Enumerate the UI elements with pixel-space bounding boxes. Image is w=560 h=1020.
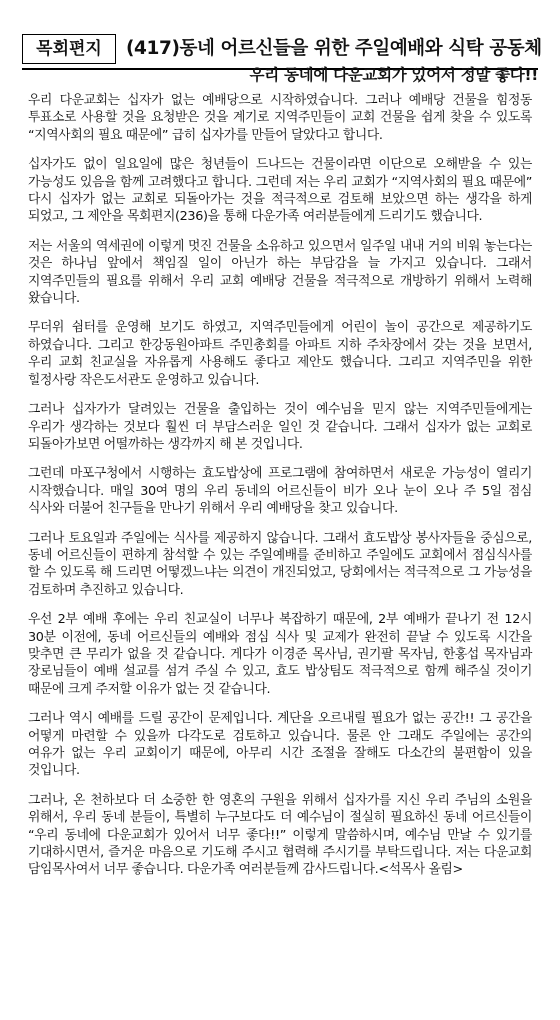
paragraph: 그런데 마포구청에서 시행하는 효도밥상에 프로그램에 참여하면서 새로운 가능성이 열리기 시작했습니다. 매일 30여 명의 우리 동네의 어르신들이 비가 오나 눈이 오나 주 5일 점심 식사와 더불어 친구들을 만나기 위해서 우리 예배당을 찾고 있습니다. xyxy=(28,466,532,517)
letter-title: (417)동네 어르신들을 위한 주일예배와 식탁 공동체 xyxy=(126,38,542,59)
letter-body xyxy=(28,92,532,891)
paragraph: 그러나 토요일과 주일에는 식사를 제공하지 않습니다. 그래서 효도밥상 봉사자들을 중심으로, 동네 어르신들이 편하게 참석할 수 있는 주일예배를 준비하고 주일에도 교회에서 점심식사를 할 수 있도록 해 드리면 어떻겠느냐는 의견이 개진되었고, 당회에서는 적극적으로 그 가능성을 검토하며 추진하고 있습니다. xyxy=(28,530,532,598)
paragraph: 우선 2부 예배 후에는 우리 친교실이 너무나 복잡하기 때문에, 2부 예배가 끝나기 전 12시 30분 이전에, 동네 어르신들의 예배와 점심 식사 및 교제가 완전히 끝날 수 있도록 시간을 맞추면 큰 무리가 없을 것 같습니다. 게다가 이경준 목사님, 권기팔 목자님, 한홍섭 목자님과 장로님들이 예배 설교를 섬겨 주실 수 있고, 효도 밥상팀도 적극적으로 함께 해주실 것이기 때문에 크게 주저할 이유가 없는 것 같습니다. xyxy=(28,612,532,697)
paragraph: 저는 서울의 역세권에 이렇게 멋진 건물을 소유하고 있으면서 일주일 내내 거의 비워 놓는다는 것은 하나님 앞에서 책임질 일이 아닌가 하는 부담감을 늘 가지고 있습니다. 그래서 지역주민들의 필요를 위해서 우리 교회 예배당 건물을 적극적으로 개방하기 위해서 노력해 왔습니다. xyxy=(28,238,532,307)
paragraph: 그러나 역시 예배를 드릴 공간이 문제입니다. 계단을 오르내릴 필요가 없는 공간!! 그 공간을 어떻게 마련할 수 있을까 다각도로 검토하고 있습니다. 물론 안 그래도 주일에는 공간의 여유가 없는 우리 교회이기 때문에, 아무리 시간 조절을 잘해도 다소간의 불편함이 있을 것입니다. xyxy=(28,711,532,779)
paragraph: 십자가도 없이 일요일에 많은 청년들이 드나드는 건물이라면 이단으로 오해받을 수 있는 가능성도 있음을 함께 고려했다고 합니다. 그런데 저는 우리 교회가 “지역사회의 필요 때문에” 다시 십자가 없는 교회로 되돌아가는 것을 적극적으로 검토해 보았으면 하는 생각을 하게 되었고, 그 제안을 목회편지(236)을 통해 다운가족 여러분들에게 드리기도 했습니다. xyxy=(28,157,532,225)
paragraph: 그러나, 온 천하보다 더 소중한 한 영혼의 구원을 위해서 십자가를 지신 우리 주님의 소원을 위해서, 우리 동네 분들이, 특별히 누구보다도 더 예수님이 절실히 필요하신 동네 어르신들이 “우리 동네에 다운교회가 있어서 너무 좋다!!” 이렇게 말씀하시며, 예수님 만날 수 있기를 기대하시면서, 즐거운 마음으로 기도해 주시고 협력해 주시기를 부탁드립니다. 저는 다운교회 담임목사여서 너무 좋습니다. 다운가족 여러분들께 감사드립니다.<석목사 올림> xyxy=(28,792,532,878)
paragraph: 우리 다운교회는 십자가 없는 예배당으로 시작하였습니다. 그러나 예배당 건물을 힘정동 투표소로 사용할 것을 요청받은 것을 계기로 지역주민들이 교회 건물을 쉽게 찾을 수 있도록 “지역사회의 필요 때문에” 급히 십자가를 만들어 달았다고 합니다. xyxy=(28,93,532,143)
paragraph: 무더위 쉼터를 운영해 보기도 하였고, 지역주민들에게 어린이 놀이 공간으로 제공하기도 하였습니다. 그리고 한강동원아파트 주민총회를 아파트 지하 주차장에서 갖는 것을 보면서, 우리 교회 친교실을 자유롭게 사용해도 좋다고 제안도 했습니다. 그리고 지역주민을 위한 힐정사랑 작은도서관도 운영하고 있습니다. xyxy=(28,320,532,388)
letter-subtitle: 우리 동네에 다운교회가 있어서 정말 좋다!! xyxy=(249,66,538,84)
column-label: 목회편지 xyxy=(22,34,116,64)
paragraph: 그러나 십자가가 달려있는 건물을 출입하는 것이 예수님을 믿지 않는 지역주민들에게는 우리가 생각하는 것보다 훨씬 더 부담스러운 일인 것 같습니다. 그래서 십자가 없는 교회로 되돌아가보면 어떨까하는 생각까지 해 본 것입니다. xyxy=(28,402,532,452)
